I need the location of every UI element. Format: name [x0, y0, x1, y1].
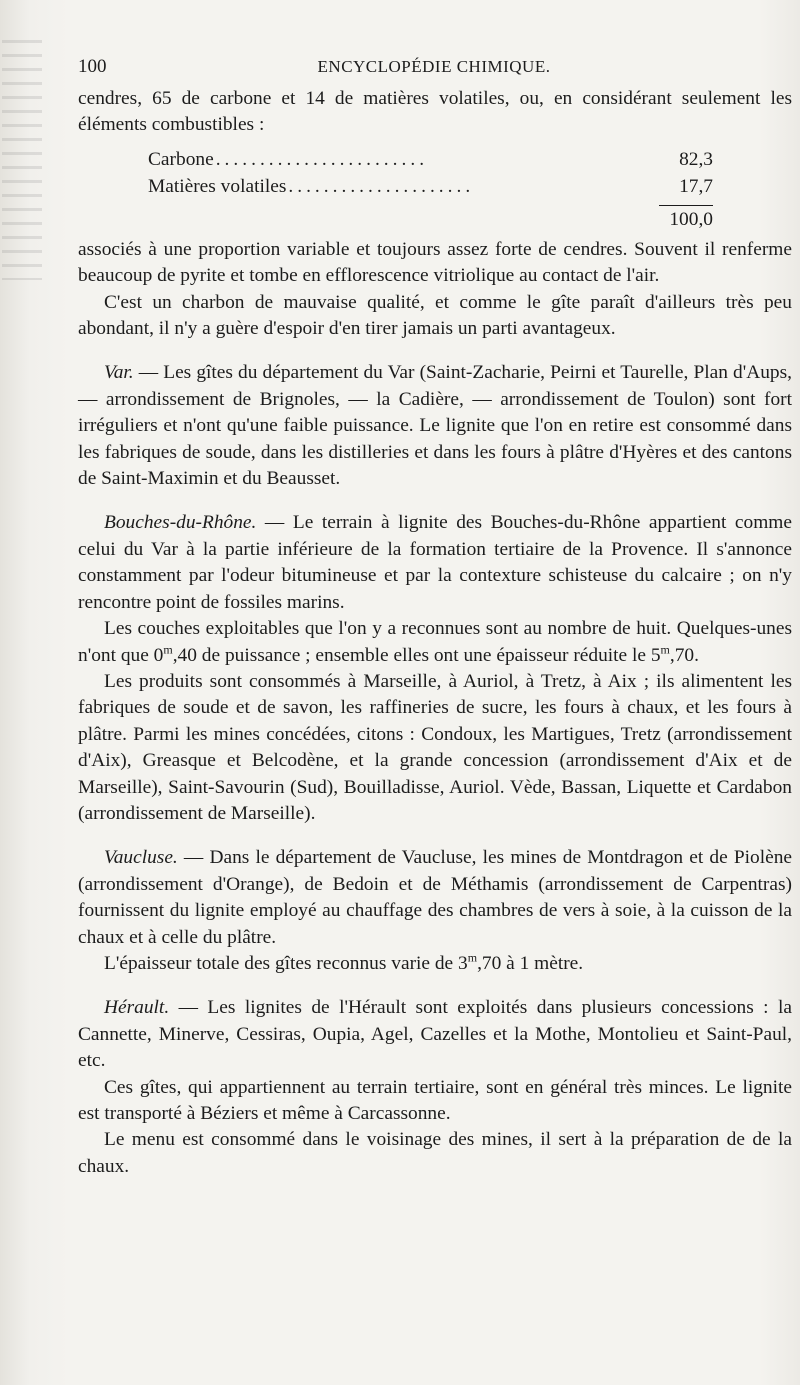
unit-superscript: m: [660, 642, 670, 657]
region-heading-herault: Hérault.: [104, 997, 170, 1019]
page-header: [78, 56, 790, 80]
text-run: Les couches exploitables que l'on y a reconnues sont au nombre de huit. Quelques-unes n'ont que 0: [78, 618, 792, 666]
page-number: 100: [78, 56, 107, 77]
section-vaucluse: [78, 845, 792, 951]
composition-label: Matières volatiles: [148, 175, 287, 197]
running-title: ENCYCLOPÉDIE CHIMIQUE.: [317, 57, 551, 76]
paragraph-cendres: associés à une proportion variable et toujours assez forte de cendres. Souvent il renferme beaucoup de pyrite et tombe en efflorescence vitriolique au contact de l'air.: [78, 238, 792, 287]
region-heading-bouches-du-rhone: Bouches-du-Rhône.: [104, 512, 257, 534]
paragraph-gites-minces: Ces gîtes, qui appartiennent au terrain tertiaire, sont en général très minces. Le lignite est transporté à Béziers et même à Carcassonne.: [78, 1076, 792, 1124]
paragraph-qualite: C'est un charbon de mauvaise qualité, et comme le gîte paraît d'ailleurs très peu abondant, il n'y a guère d'espoir d'en tirer jamais un parti avantageux.: [78, 291, 792, 340]
section-var-text: — Les gîtes du département du Var (Saint-Zacharie, Peirni et Taurelle, Plan d'Aups, — arrondissement de Brignoles, — la Cadière, — arrondissement de Toulon) sont fort irréguliers et n'ont qu'une faible puissance. Le lignite que l'on en retire est consommé dans les fabriques de soude, dans les distilleries et dans les fours à plâtre d'Hyères et des cantons de Saint-Maximin et du Beausset.: [78, 362, 792, 490]
paragraph-epaisseur: [78, 951, 792, 977]
composition-total: 100,0: [659, 205, 713, 231]
paragraph-produits: Les produits sont consommés à Marseille, à Auriol, à Tretz, à Aix ; ils alimentent les fabriques de soude et de savon, les raffineries de sucre, les fours à chaux, et les fours à plâtre. Parmi les mines concédées, citons : Condoux, les Martigues, Tretz (arrondissement d'Aix), Greasque et Belcodène, et la grande concession (arrondissement d'Aix et de Marseille), Saint-Savourin (Sud), Bouilladisse, Auriol. Vède, Bassan, Liquette et Cardabon (arrondissement de Marseille).: [78, 670, 792, 824]
composition-total-row: [148, 201, 713, 231]
section-herault-text: — Les lignites de l'Hérault sont exploités dans plusieurs concessions : la Cannette, Minerve, Cessiras, Oupia, Agel, Cazelles et la Mothe, Montolieu et Saint-Paul, etc.: [78, 997, 792, 1072]
leader-dots: ........................: [215, 148, 429, 170]
binding-shadow: [2, 40, 42, 280]
composition-row: [148, 147, 713, 174]
paragraph-couches: [78, 616, 792, 669]
paragraph-menu: Le menu est consommé dans le voisinage des mines, il sert à la préparation de de la chaux.: [78, 1129, 792, 1177]
composition-value: 82,3: [679, 148, 713, 170]
text-run: L'épaisseur totale des gîtes reconnus varie de 3: [104, 952, 468, 974]
intro-paragraph: cendres, 65 de carbone et 14 de matières volatiles, ou, en considérant seulement les éléments combustibles :: [78, 88, 792, 136]
section-bouches-du-rhone: [78, 510, 792, 616]
body-text: [78, 86, 792, 1180]
section-gap: [78, 827, 792, 845]
section-gap: [78, 342, 792, 360]
text-run: ,40 de puissance ; ensemble elles ont une épaisseur réduite le 5: [172, 644, 661, 666]
section-herault: [78, 995, 792, 1074]
region-heading-vaucluse: Vaucluse.: [104, 847, 178, 869]
leader-dots: .....................: [288, 175, 475, 197]
composition-value: 17,7: [679, 175, 713, 197]
section-bdr-text: — Le terrain à lignite des Bouches-du-Rhône appartient comme celui du Var à la partie inférieure de la formation tertiaire de la Provence. Il s'annonce constamment par l'odeur bitumineuse et par la contexture schisteuse du calcaire ; on n'y rencontre point de fossiles marins.: [78, 512, 792, 613]
section-gap: [78, 977, 792, 995]
text-run: ,70.: [669, 644, 699, 666]
unit-superscript: m: [163, 642, 173, 657]
section-gap: [78, 492, 792, 510]
text-run: ,70 à 1 mètre.: [477, 952, 584, 974]
region-heading-var: Var.: [104, 362, 134, 384]
unit-superscript: m: [467, 950, 478, 965]
composition-row: [148, 174, 713, 201]
composition-label: Carbone: [148, 148, 214, 170]
composition-table: [148, 147, 713, 231]
section-var: [78, 360, 792, 492]
section-vaucluse-text: — Dans le département de Vaucluse, les mines de Montdragon et de Piolène (arrondissement d'Orange), de Bedoin et de Méthamis (arrondissement de Carpentras) fournissent du lignite employé au chauffage des chambres de vers à soie, à la cuisson de la chaux et à celle du plâtre.: [78, 847, 792, 948]
